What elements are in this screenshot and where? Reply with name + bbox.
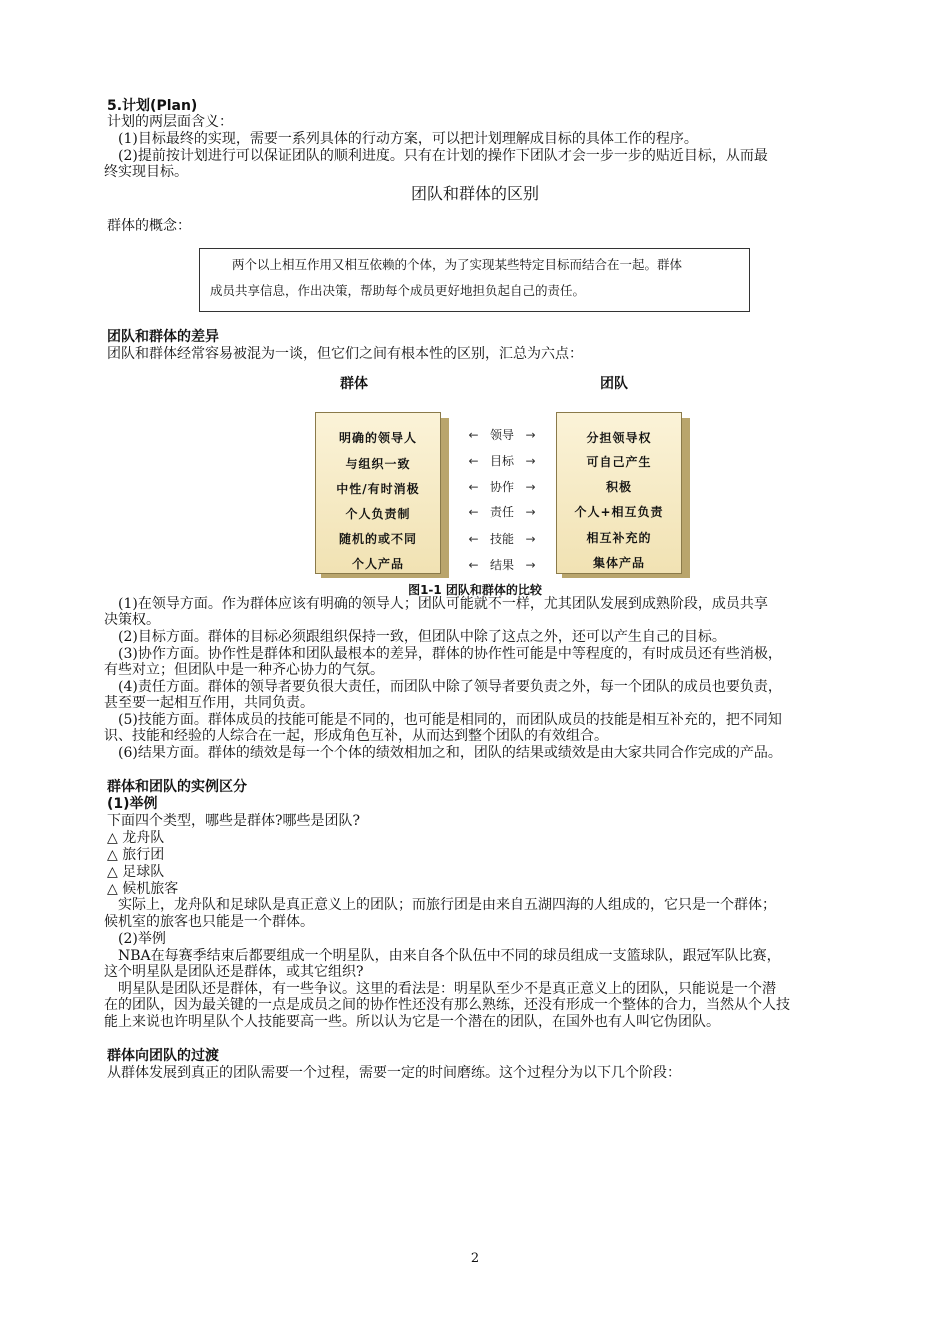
paragraph: 终实现目标。 — [104, 164, 188, 180]
paragraph: 识、技能和经验的人综合在一起，形成角色互补，从而达到整个团队的有效组合。 — [104, 728, 608, 744]
group-item: 个人产品 — [351, 557, 404, 571]
comparison-label: 协作 — [489, 480, 514, 494]
section-heading-plan: 5.计划(Plan) — [107, 98, 198, 114]
comparison-row — [452, 556, 552, 573]
comparison-row — [452, 503, 552, 520]
section-heading-examples: 群体和团队的实例区分 — [107, 779, 247, 795]
paragraph: 实际上，龙舟队和足球队是真正意义上的团队；而旅行团是由来自五湖四海的人组成的，它只是一个群体； — [118, 897, 776, 913]
arrow-left-icon: ← — [468, 558, 479, 572]
paragraph: (3)协作方面。协作性是群体和团队最根本的差异，群体的协作性可能是中等程度的，有时成员还有些消极， — [118, 646, 782, 662]
comparison-label: 领导 — [489, 428, 514, 442]
group-item: 随机的或不同 — [338, 532, 417, 546]
arrow-left-icon: ← — [468, 454, 479, 468]
arrow-left-icon: ← — [468, 480, 479, 494]
arrow-left-icon: ← — [468, 505, 479, 519]
paragraph: 从群体发展到真正的团队需要一个过程，需要一定的时间磨练。这个过程分为以下几个阶段： — [107, 1065, 681, 1081]
team-item: 个人+相互负责 — [574, 505, 664, 519]
paragraph: 这个明星队是团队还是群体，或其它组织? — [104, 964, 364, 980]
arrow-left-icon: ← — [468, 532, 479, 546]
team-box — [556, 412, 682, 574]
team-item: 分担领导权 — [586, 431, 652, 445]
comparison-label: 责任 — [489, 505, 514, 519]
arrow-right-icon: → — [525, 454, 536, 468]
comparison-row — [452, 530, 552, 547]
paragraph: (5)技能方面。群体成员的技能可能是不同的，也可能是相同的，而团队成员的技能是相互补充的，把不同知 — [118, 712, 782, 728]
page-title: 团队和群体的区别 — [410, 184, 539, 203]
paragraph: 下面四个类型，哪些是群体?哪些是团队? — [107, 813, 361, 829]
paragraph: NBA在每赛季结束后都要组成一个明星队，由来自各个队伍中不同的球员组成一支篮球队，跟冠军队比赛， — [118, 948, 781, 964]
paragraph: 有些对立；但团队中是一种齐心协力的气氛。 — [104, 662, 384, 678]
paragraph: 在的团队，因为最关键的一点是成员之间的协作性还没有那么熟练，还没有形成一个整体的合力，当然从个人技 — [104, 997, 790, 1013]
paragraph: 甚至要一起相互作用，共同负责。 — [104, 695, 314, 711]
paragraph: 决策权。 — [104, 612, 160, 628]
section-heading-transition: 群体向团队的过渡 — [107, 1048, 219, 1064]
page-number: 2 — [470, 1251, 480, 1266]
paragraph: 计划的两层面含义： — [107, 114, 233, 130]
list-item: △ 足球队 — [107, 864, 165, 880]
section-heading-diff: 团队和群体的差异 — [107, 329, 219, 345]
subheading: (2)举例 — [118, 931, 166, 947]
group-label: 群体 — [340, 376, 368, 392]
group-box — [315, 412, 441, 574]
concept-label: 群体的概念： — [107, 218, 191, 234]
paragraph: (2)提前按计划进行可以保证团队的顺利进度。只有在计划的操作下团队才会一步一步的贴近目标，从而最 — [118, 148, 768, 164]
paragraph: (2)目标方面。群体的目标必须跟组织保持一致，但团队中除了这点之外，还可以产生自己的目标。 — [118, 629, 726, 645]
list-item: △ 候机旅客 — [107, 881, 179, 897]
team-label: 团队 — [600, 376, 628, 392]
paragraph: (6)结果方面。群体的绩效是每一个个体的绩效相加之和，团队的结果或绩效是由大家共同合作完成的产品。 — [118, 745, 782, 761]
paragraph: (4)责任方面。群体的领导者要负很大责任，而团队中除了领导者要负责之外，每一个团队的成员也要负责， — [118, 679, 782, 695]
paragraph: 明星队是团队还是群体，有一些争议。这里的看法是：明星队至少不是真正意义上的团队，只能说是一个潜 — [118, 981, 776, 997]
paragraph: (1)目标最终的实现，需要一系列具体的行动方案，可以把计划理解成目标的具体工作的程序。 — [118, 131, 698, 147]
arrow-right-icon: → — [525, 480, 536, 494]
definition-line: 成员共享信息，作出决策，帮助每个成员更好地担负起自己的责任。 — [210, 283, 586, 298]
group-item: 中性/有时消极 — [336, 482, 420, 496]
definition-line: 两个以上相互作用又相互依赖的个体，为了实现某些特定目标而结合在一起。群体 — [232, 257, 683, 272]
team-item: 相互补充的 — [586, 531, 652, 545]
list-item: △ 龙舟队 — [107, 830, 165, 846]
comparison-label: 技能 — [489, 532, 514, 546]
group-item: 与组织一致 — [345, 457, 411, 471]
team-item: 积极 — [605, 480, 632, 494]
comparison-row — [452, 426, 552, 443]
paragraph: 能上来说也许明星队个人技能要高一些。所以认为它是一个潜在的团队，在国外也有人叫它伪团队。 — [104, 1014, 720, 1030]
group-item: 个人负责制 — [345, 507, 411, 521]
arrow-left-icon: ← — [468, 428, 479, 442]
paragraph: 候机室的旅客也只能是一个群体。 — [104, 914, 314, 930]
comparison-row — [452, 478, 552, 495]
team-item: 集体产品 — [592, 556, 645, 570]
list-item: △ 旅行团 — [107, 847, 165, 863]
comparison-label: 目标 — [489, 454, 514, 468]
arrow-right-icon: → — [525, 558, 536, 572]
paragraph: 团队和群体经常容易被混为一谈，但它们之间有根本性的区别，汇总为六点： — [107, 346, 583, 362]
group-item: 明确的领导人 — [338, 431, 417, 445]
definition-box — [199, 248, 750, 312]
paragraph: (1)在领导方面。作为群体应该有明确的领导人；团队可能就不一样，尤其团队发展到成熟阶段，成员共享 — [118, 596, 768, 612]
team-item: 可自己产生 — [586, 455, 652, 469]
arrow-right-icon: → — [525, 505, 536, 519]
comparison-label: 结果 — [489, 558, 514, 572]
comparison-row — [452, 452, 552, 469]
arrow-right-icon: → — [525, 428, 536, 442]
subheading: (1)举例 — [107, 796, 158, 812]
figure-caption: 图1-1 团队和群体的比较 — [408, 583, 542, 597]
arrow-right-icon: → — [525, 532, 536, 546]
